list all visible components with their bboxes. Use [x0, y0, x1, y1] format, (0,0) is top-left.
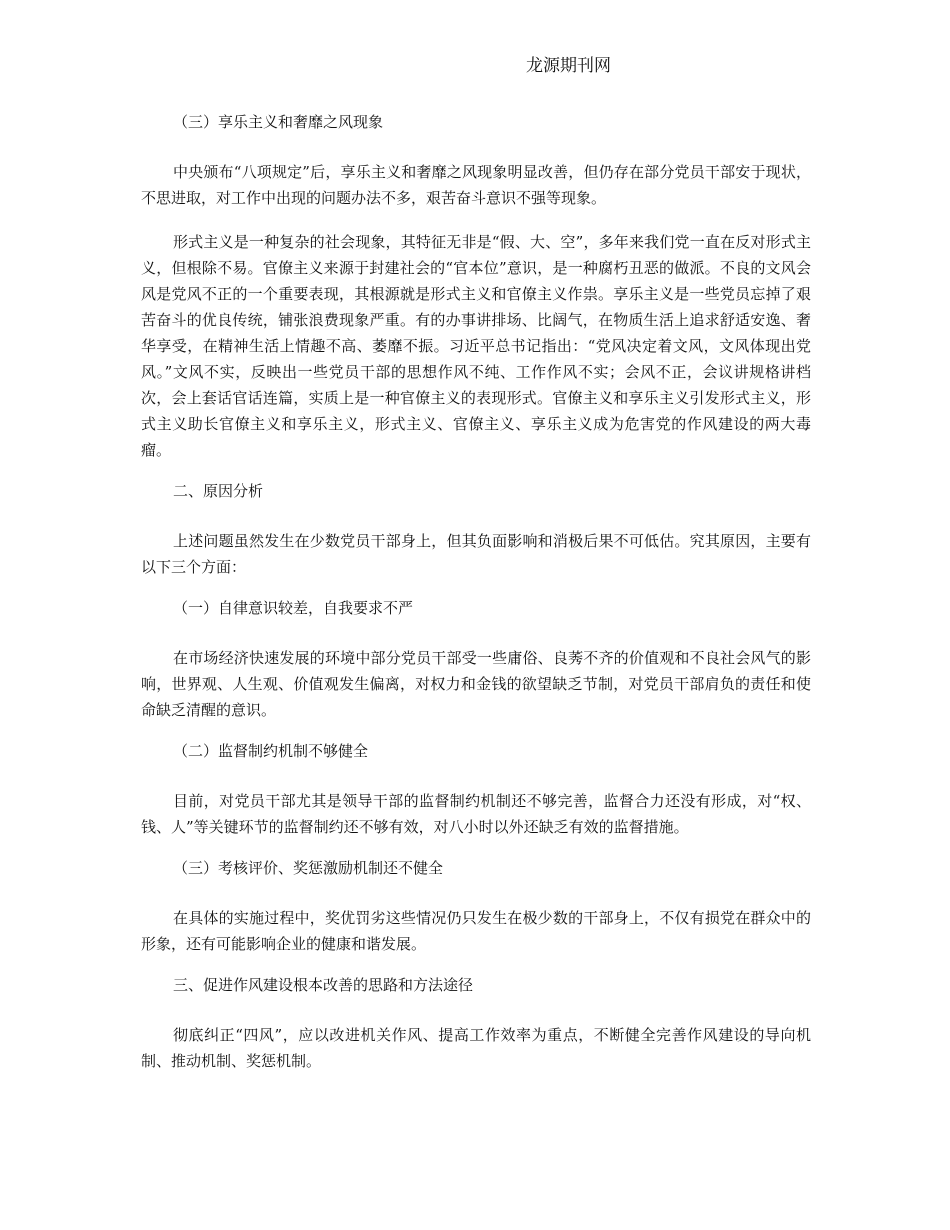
- section-heading: 三、促进作风建设根本改善的思路和方法途径: [173, 976, 474, 994]
- paragraph: 上述问题虽然发生在少数党员干部身上，但其负面影响和消极后果不可低估。究其原因，主要有以下三个方面：: [141, 532, 811, 576]
- paragraph: 彻底纠正“四风”，应以改进机关作风、提高工作效率为重点，不断健全完善作风建设的导向机制、推动机制、奖惩机制。: [141, 1026, 811, 1070]
- page-header-site-name: 龙源期刊网: [526, 56, 611, 76]
- paragraph: 中央颁布“八项规定”后，享乐主义和奢靡之风现象明显改善，但仍存在部分党员干部安于现状，不思进取，对工作中出现的问题办法不多，艰苦奋斗意识不强等现象。: [141, 163, 811, 207]
- section-heading: （一）自律意识较差，自我要求不严: [173, 599, 414, 617]
- section-heading: （三）考核评价、奖惩激励机制还不健全: [173, 859, 444, 877]
- section-heading: （二）监督制约机制不够健全: [173, 742, 369, 760]
- paragraph: 目前，对党员干部尤其是领导干部的监督制约机制还不够完善，监督合力还没有形成，对“权、钱、人”等关键环节的监督制约还不够有效，对八小时以外还缺乏有效的监督措施。: [141, 792, 811, 836]
- section-heading: 二、原因分析: [173, 482, 264, 500]
- document-body: [141, 112, 811, 1092]
- section-heading: （三）享乐主义和奢靡之风现象: [173, 113, 384, 131]
- paragraph: 在市场经济快速发展的环境中部分党员干部受一些庸俗、良莠不齐的价值观和不良社会风气的影响，世界观、人生观、价值观发生偏离，对权力和金钱的欲望缺乏节制，对党员干部肩负的责任和使命缺乏清醒的意识。: [141, 649, 811, 719]
- paragraph: 形式主义是一种复杂的社会现象，其特征无非是“假、大、空”，多年来我们党一直在反对形式主义，但根除不易。官僚主义来源于封建社会的“官本位”意识，是一种腐朽丑恶的做派。不良的文风会风是党风不正的一个重要表现，其根源就是形式主义和官僚主义作祟。享乐主义是一些党员忘掉了艰苦奋斗的优良传统，铺张浪费现象严重。有的办事讲排场、比阔气，在物质生活上追求舒适安逸、奢华享受，在精神生活上情趣不高、萎靡不振。习近平总书记指出：“党风决定着文风，文风体现出党风。”文风不实，反映出一些党员干部的思想作风不纯、工作作风不实；会风不正，会议讲规格讲档次，会上套话官话连篇，实质上是一种官僚主义的表现形式。官僚主义和享乐主义引发形式主义，形式主义助长官僚主义和享乐主义，形式主义、官僚主义、享乐主义成为危害党的作风建设的两大毒瘤。: [141, 233, 811, 459]
- paragraph: 在具体的实施过程中，奖优罚劣这些情况仍只发生在极少数的干部身上，不仅有损党在群众中的形象，还有可能影响企业的健康和谐发展。: [141, 909, 811, 953]
